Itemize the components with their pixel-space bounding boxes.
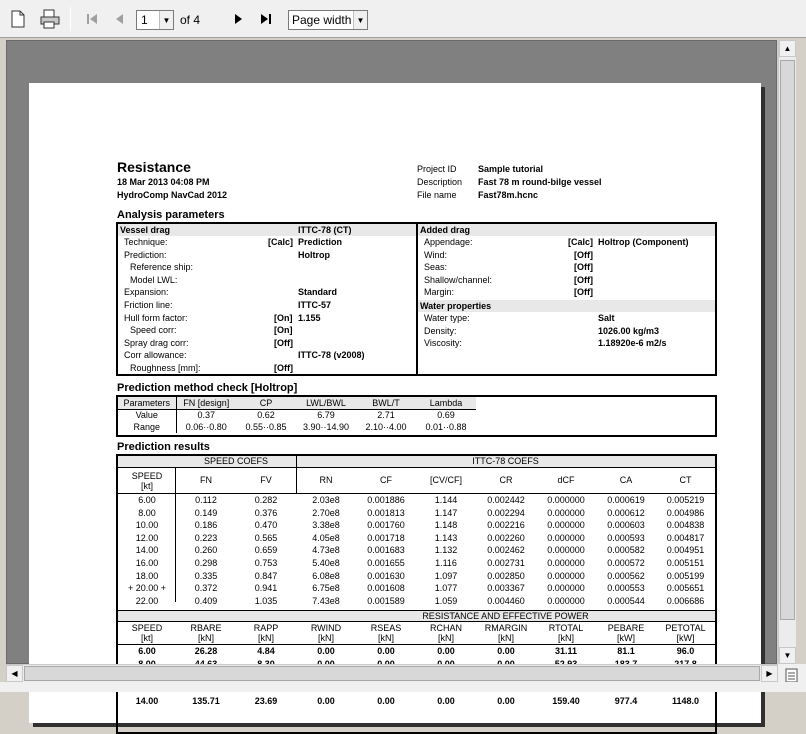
water-property-label: Water type: (424, 313, 470, 323)
vessel-drag-label: Speed corr: (130, 325, 177, 336)
vessel-drag-label: Expansion: (124, 287, 169, 298)
coef-table-cell: 0.001630 (367, 570, 405, 581)
zoom-value: Page width (292, 13, 352, 27)
coef-table-cell: 0.000000 (547, 545, 585, 556)
vessel-drag-title: Vessel drag (120, 225, 171, 235)
method-check-title: Prediction method check [Holtrop] (117, 382, 298, 394)
coef-table-cell: 0.565 (254, 532, 278, 543)
coef-table-cell: 2.03e8 (312, 495, 340, 505)
added-drag-flag: [Off] (574, 287, 593, 298)
coef-table-cell: 0.003367 (487, 583, 525, 594)
zoom-select[interactable] (288, 10, 368, 30)
coef-table-cell: 0.223 (194, 532, 218, 543)
method-check-cell: 2.10··4.00 (365, 422, 407, 432)
coef-table-cell: 0.000544 (607, 595, 645, 606)
coef-table-cell: 16.00 (135, 558, 159, 568)
coef-table-cell: 0.335 (194, 570, 218, 581)
coef-table-cell: 6.00 (138, 495, 156, 505)
method-check-cell: 3.90··14.90 (302, 422, 350, 432)
water-property-label: Density: (424, 325, 457, 336)
coef-table-cell: 0.005151 (666, 558, 705, 568)
coef-table-cell: 0.004838 (666, 520, 705, 531)
resistance-table-cell: 0.00 (437, 646, 455, 656)
coef-table-cell: 0.941 (254, 583, 278, 594)
coef-table-cell: 0.000593 (607, 532, 645, 543)
method-check-cell: Range (118, 421, 176, 433)
coef-table-cell: 0.001886 (367, 495, 405, 505)
coef-table-cell: 0.004817 (666, 532, 705, 543)
coef-table-cell: 0.000572 (607, 558, 645, 568)
resistance-column-unit: [kN] (257, 633, 274, 643)
added-drag-value: Holtrop (Component) (598, 237, 689, 247)
coef-table-cell: 0.470 (254, 520, 278, 531)
coef-table-cell: 0.001813 (367, 507, 405, 518)
vessel-drag-flag: [Off] (274, 363, 293, 373)
vessel-drag-label: Corr allowance: (124, 350, 187, 361)
method-check-cell: 0.55··0.85 (245, 422, 287, 432)
coef-table-cell: 1.059 (434, 595, 458, 606)
resistance-title: RESISTANCE AND EFFECTIVE POWER (422, 611, 589, 621)
first-page-icon[interactable] (80, 8, 104, 30)
filename-value: Fast78m.hcnc (478, 190, 539, 200)
horizontal-scroll-thumb[interactable] (24, 666, 760, 681)
page-number-value: 1 (141, 13, 148, 27)
resistance-column-unit: [kN] (497, 633, 514, 643)
coef-table-cell: 0.282 (254, 495, 278, 505)
method-check-cell: Lambda (429, 397, 463, 408)
resistance-table-cell: 81.1 (617, 646, 635, 656)
coef-table-cell: 0.847 (254, 570, 278, 581)
coef-table-cell: 8.00 (138, 507, 156, 518)
coef-table-cell: 0.149 (194, 507, 218, 518)
coef-table-cell: 1.148 (434, 520, 458, 531)
coef-table-cell: 0.000000 (547, 507, 585, 518)
coef-table-cell: 0.000000 (547, 520, 585, 531)
vessel-drag-label: Reference ship: (130, 262, 194, 273)
resistance-table-cell: 14.00 (135, 696, 159, 707)
resistance-column-header: PEBARE (607, 623, 645, 633)
vessel-drag-flag: [On] (274, 325, 293, 336)
added-drag-flag: [Off] (574, 274, 593, 285)
coef-table-cell: + 20.00 + (127, 583, 167, 594)
method-check-cell: 0.01··0.88 (425, 422, 467, 432)
coef-table-cell: 12.00 (135, 532, 159, 543)
last-page-icon[interactable] (254, 8, 278, 30)
resistance-table-cell: 0.00 (377, 646, 395, 656)
coef-table-cell: 0.004951 (666, 545, 705, 556)
coef-table-cell: 0.000619 (607, 495, 645, 505)
chevron-down-icon[interactable]: ▼ (159, 11, 173, 29)
coef-table-cell: 1.116 (435, 558, 457, 568)
coef-column-header: CF (380, 475, 392, 485)
coef-table-cell: 0.000562 (607, 570, 645, 581)
resistance-column-header: RAPP (253, 623, 279, 633)
resistance-table-cell: 6.00 (138, 646, 156, 656)
added-drag-flag: [Calc] (568, 237, 594, 247)
vessel-drag-method: ITTC-78 (CT) (298, 225, 352, 235)
coef-table-cell: 0.000612 (607, 507, 645, 518)
water-property-value: 1026.00 kg/m3 (598, 325, 660, 336)
method-check-cell: FN [design] (183, 397, 230, 408)
coef-table-cell: 0.002731 (487, 558, 525, 568)
coef-table-cell: 0.005219 (666, 495, 705, 505)
coef-table-cell: 0.000553 (607, 583, 645, 594)
vessel-drag-value: ITTC-78 (v2008) (298, 350, 365, 361)
print-icon[interactable] (38, 8, 62, 30)
coef-table-cell: 0.005199 (666, 570, 705, 581)
resistance-column-unit: [kN] (557, 633, 574, 643)
method-check-cell: Parameters (118, 397, 176, 409)
vertical-scrollbar[interactable] (778, 40, 796, 664)
vessel-drag-label: Prediction: (124, 249, 167, 260)
coef-table-cell: 3.38e8 (312, 520, 340, 531)
resistance-table-cell: 0.00 (497, 696, 515, 707)
report-date: 18 Mar 2013 04:08 PM (117, 177, 210, 187)
added-drag-label: Margin: (424, 287, 455, 298)
vessel-drag-value: Holtrop (298, 249, 330, 260)
coef-table-cell: 0.409 (194, 595, 218, 606)
coef-table-cell: 0.298 (194, 558, 218, 568)
coef-table-cell: 0.000000 (547, 595, 585, 606)
coef-table-cell: 22.00 (135, 595, 159, 606)
coef-table-cell: 0.004986 (666, 507, 705, 518)
coef-table-cell: 0.186 (194, 520, 218, 531)
coef-table-cell: 6.08e8 (312, 570, 340, 581)
coef-table-cell: 0.001718 (367, 532, 405, 543)
coef-column-header: CR (499, 475, 513, 485)
vessel-drag-value: Prediction (298, 237, 343, 247)
new-document-icon[interactable] (6, 8, 30, 30)
vessel-drag-label: Model LWL: (130, 274, 178, 285)
vessel-drag-label: Friction line: (124, 300, 173, 310)
coef-table-cell: 0.005651 (666, 583, 705, 594)
coef-table-cell: 0.004460 (487, 595, 525, 606)
resistance-column-header: RTOTAL (548, 623, 584, 633)
results-divider (118, 493, 715, 494)
previous-page-icon[interactable] (108, 8, 132, 30)
coef-column-header: CT (679, 475, 692, 485)
analysis-title: Analysis parameters (117, 209, 225, 221)
water-property-value: Salt (598, 313, 615, 323)
water-properties-header: Water properties (418, 300, 715, 312)
coef-table-cell: 0.000000 (547, 532, 585, 543)
resistance-table-cell: 4.84 (257, 646, 275, 656)
added-drag-label: Wind: (424, 249, 448, 260)
vessel-drag-header (118, 224, 416, 236)
coef-table-cell: 0.000000 (547, 558, 585, 568)
coef-table-cell: 7.43e8 (312, 595, 340, 606)
resistance-table-cell: 96.0 (676, 646, 695, 656)
coef-table-cell: 0.006686 (666, 595, 705, 606)
coef-table-cell: 0.372 (194, 583, 218, 594)
method-check-row (118, 421, 476, 433)
scroll-down-icon[interactable]: ▼ (779, 647, 796, 664)
method-check-cell: LWL/BWL (306, 397, 346, 408)
method-check-table (118, 397, 476, 433)
coef-table-cell: 1.144 (434, 495, 458, 505)
vessel-drag-flag: [Calc] (268, 237, 294, 247)
analysis-box (116, 222, 717, 376)
coef-table-cell: 0.000000 (547, 570, 585, 581)
coef-table-cell: 0.001683 (367, 545, 405, 556)
speed-unit: [kt] (140, 481, 153, 491)
vessel-drag-label: Hull form factor: (124, 312, 188, 323)
resistance-column-header: RMARGIN (484, 623, 528, 633)
method-check-cell: 0.06··0.80 (185, 422, 227, 432)
vessel-drag-value: ITTC-57 (298, 300, 332, 310)
coef-column-header: FV (260, 475, 272, 485)
description-label: Description (417, 177, 463, 187)
coef-table-cell: 14.00 (135, 545, 159, 556)
resistance-table-cell: 159.40 (552, 696, 580, 707)
resistance-table-cell: 31.11 (554, 646, 578, 656)
coef-table-cell: 0.002442 (487, 495, 525, 505)
speed-coefs-title: SPEED COEFS (203, 456, 268, 466)
page-number-select[interactable] (136, 10, 174, 30)
coef-table-cell: 0.260 (194, 545, 218, 556)
coef-table-cell: 0.001760 (367, 520, 405, 531)
water-property-label: Viscosity: (424, 338, 462, 349)
added-drag-label: Appendage: (424, 237, 473, 247)
coef-table-cell: 6.75e8 (312, 583, 340, 594)
resistance-table-cell: 26.28 (194, 646, 218, 656)
coef-table-cell: 0.002462 (487, 545, 525, 556)
resistance-table-cell: 0.00 (377, 696, 395, 707)
document-viewport (6, 40, 777, 707)
resistance-table-cell: 0.00 (437, 696, 455, 707)
coef-table-cell: 1.143 (434, 532, 458, 543)
report-page (29, 83, 761, 723)
coef-table-cell: 0.001655 (367, 558, 405, 568)
resistance-column-unit: [kN] (437, 633, 454, 643)
resistance-column-unit: [kN] (197, 633, 214, 643)
coef-table-cell: 0.000000 (547, 583, 585, 594)
coef-table-cell: 1.147 (434, 507, 458, 518)
resistance-table-cell: 977.4 (614, 696, 638, 707)
resistance-column-header: SPEED (131, 623, 163, 633)
vessel-drag-value: 1.155 (298, 312, 321, 323)
water-property-value: 1.18920e-6 m2/s (598, 338, 667, 349)
project-id-label: Project ID (417, 164, 457, 174)
method-check-row (118, 397, 476, 409)
method-check-cell: 0.37 (197, 410, 216, 421)
description-value: Fast 78 m round-bilge vessel (478, 177, 602, 187)
coef-column-header: CA (619, 475, 633, 485)
ittc-coefs-title: ITTC-78 COEFS (472, 456, 539, 466)
resistance-column-header: RBARE (190, 623, 222, 633)
added-drag-flag: [Off] (574, 262, 593, 273)
toolbar (0, 0, 806, 38)
scroll-left-icon[interactable]: ◀ (6, 665, 23, 682)
coef-column-header: FN (200, 475, 212, 485)
method-check-box (116, 395, 717, 437)
results-divider (118, 644, 715, 645)
resistance-table-cell: 135.71 (192, 696, 220, 707)
next-page-icon[interactable] (226, 8, 250, 30)
coef-table-cell: 0.002850 (487, 570, 525, 581)
resistance-table-cell: 0.00 (317, 646, 335, 656)
resistance-column-header: PETOTAL (665, 623, 706, 633)
resistance-table-cell: 0.00 (497, 646, 515, 656)
method-check-row (118, 409, 476, 421)
page-count: of 4 (180, 13, 201, 27)
method-check-cell: 2.71 (377, 410, 395, 421)
resistance-column-header: RCHAN (429, 623, 462, 633)
coef-table-cell: 2.70e8 (312, 507, 340, 518)
report-title: Resistance (117, 159, 191, 175)
coef-table-cell: 0.753 (254, 558, 278, 568)
resistance-column-unit: [kN] (377, 633, 394, 643)
added-drag-header: Added drag (418, 224, 715, 236)
coef-table-cell: 0.001589 (367, 595, 405, 606)
scroll-right-icon[interactable]: ▶ (761, 665, 778, 682)
report-app: HydroComp NavCad 2012 (117, 190, 228, 200)
coef-table-cell: 0.659 (254, 545, 278, 556)
vessel-drag-flag: [Off] (274, 337, 293, 348)
coef-table-cell: 0.002294 (487, 507, 525, 518)
coef-table-cell: 0.001608 (367, 583, 405, 594)
coef-table-cell: 0.002216 (487, 520, 525, 531)
added-drag-label: Seas: (424, 262, 448, 273)
vessel-drag-value: Standard (298, 287, 338, 298)
resistance-table-cell: 0.00 (317, 696, 335, 707)
coef-table-cell: 0.000582 (607, 545, 645, 556)
method-check-cell: 6.79 (317, 410, 335, 421)
resistance-table-cell: 23.69 (254, 696, 278, 707)
chevron-down-icon[interactable]: ▼ (353, 11, 367, 29)
vessel-drag-flag: [On] (274, 312, 293, 323)
coef-table-cell: 5.40e8 (312, 558, 340, 568)
method-check-cell: CP (259, 397, 273, 408)
coef-table-cell: 0.002260 (487, 532, 525, 543)
vessel-drag-label: Technique: (124, 237, 168, 247)
resistance-column-unit: [kN] (317, 633, 334, 643)
coef-column-header: [CV/CF] (429, 475, 462, 485)
coef-table-cell: 10.00 (135, 520, 159, 531)
added-drag-label: Shallow/channel: (424, 274, 493, 285)
added-drag-flag: [Off] (574, 249, 593, 260)
horizontal-scrollbar[interactable] (6, 664, 778, 682)
resistance-column-unit: [kt] (140, 633, 153, 643)
coef-table-cell: 0.000603 (607, 520, 645, 531)
coef-table-cell: 0.000000 (547, 495, 585, 505)
coef-table-cell: 4.05e8 (312, 532, 340, 543)
method-check-cell: 0.69 (437, 410, 455, 421)
resistance-table-cell: 1148.0 (671, 696, 700, 707)
status-bar (0, 682, 806, 692)
results-title: Prediction results (117, 441, 210, 453)
method-check-cell: BWL/T (372, 397, 400, 408)
resistance-column-unit: [kW] (617, 633, 635, 643)
resistance-column-unit: [kW] (676, 633, 695, 643)
resistance-column-header: RSEAS (370, 623, 402, 633)
project-id-value: Sample tutorial (478, 164, 544, 174)
coef-table-cell: 0.376 (254, 507, 278, 518)
scroll-up-icon[interactable]: ▲ (779, 40, 796, 57)
coef-table-cell: 1.132 (434, 545, 458, 556)
coef-table-cell: 18.00 (135, 570, 159, 581)
coef-table-cell: 1.035 (254, 595, 278, 606)
coef-column-header: dCF (557, 475, 575, 485)
coef-table-cell: 0.112 (195, 495, 217, 505)
resistance-column-header: RWIND (310, 623, 342, 633)
coef-table-cell: 4.73e8 (312, 545, 340, 556)
coef-table-cell: 1.077 (434, 583, 458, 594)
coef-table-cell: 1.097 (434, 570, 458, 581)
filename-label: File name (417, 190, 457, 200)
speed-header: SPEED (131, 471, 163, 481)
vessel-drag-label: Spray drag corr: (124, 337, 189, 348)
results-box (116, 454, 717, 734)
coef-column-header: RN (319, 475, 333, 485)
method-check-cell: Value (118, 409, 176, 421)
method-check-cell: 0.62 (257, 410, 275, 421)
vertical-scroll-thumb[interactable] (780, 60, 795, 620)
vessel-drag-label: Roughness [mm]: (130, 363, 201, 373)
